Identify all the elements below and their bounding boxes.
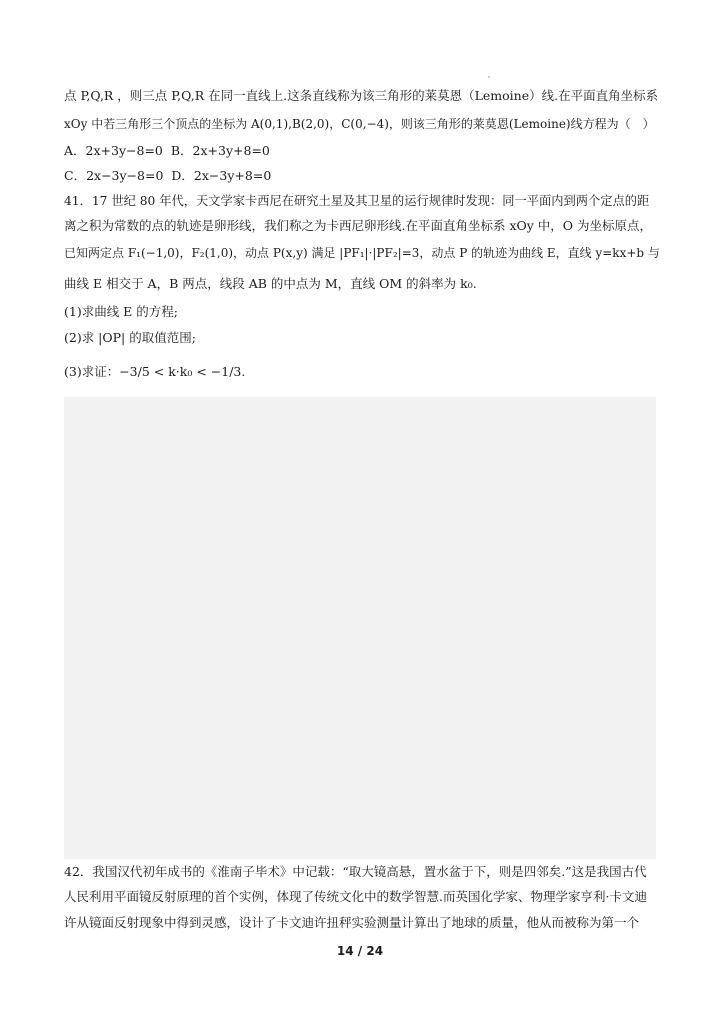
- q41-text-line-3: 已知两定点 F₁(−1,0)，F₂(1,0)，动点 P(x,y) 满足 |PF₁|·|PF₂|=3，动点 P 的轨迹为曲线 E，直线 y=kx+b 与: [64, 246, 660, 260]
- page-number: 14 / 24: [336, 944, 384, 958]
- q42-text-line-1: 42．我国汉代初年成书的《淮南子毕术》中记载：“取大镜高悬，置水盆于下，则是四邻矣.”这是我国古代: [64, 864, 647, 879]
- q40-options-row-1: [64, 141, 274, 161]
- q41-part-3: (3)求证：−3/5 < k·k₀ < −1/3.: [64, 364, 246, 379]
- q41-text-line-1: 41．17 世纪 80 年代，天文学家卡西尼在研究土星及其卫星的运行规律时发现：同一平面内到两个定点的距: [64, 194, 650, 208]
- q40-option-a[interactable]: A．2x+3y−8=0: [64, 143, 163, 158]
- q40-text-line-2: xOy 中若三角形三个顶点的坐标为 A(0,1),B(2,0)，C(0,−4)，则该三角形的莱莫恩(Lemoine)线方程为（ ）: [64, 117, 655, 131]
- q41-text-line-4: 曲线 E 相交于 A，B 两点，线段 AB 的中点为 M，直线 OM 的斜率为 k₀.: [64, 276, 477, 291]
- q40-option-c[interactable]: C．2x−3y−8=0: [64, 168, 164, 183]
- q40-text-line-1: 点 P,Q,R ，则三点 P,Q,R 在同一直线上.这条直线称为该三角形的莱莫恩（Lemoine）线.在平面直角坐标系: [64, 88, 659, 103]
- q41-text-line-2: 离之积为常数的点的轨迹是卵形线，我们称之为卡西尼卵形线.在平面直角坐标系 xOy 中，O 为坐标原点，: [64, 218, 653, 233]
- scan-dot: [488, 76, 490, 78]
- q40-options-row-2: [64, 166, 275, 186]
- answer-area[interactable]: [64, 397, 656, 859]
- q41-part-1: (1)求曲线 E 的方程;: [64, 304, 178, 319]
- q40-option-d[interactable]: D．2x−3y+8=0: [171, 168, 272, 183]
- q42-text-line-3: 许从镜面反射现象中得到灵感，设计了卡文迪许扭秤实验测量计算出了地球的质量，他从而被称为第一个: [64, 915, 640, 930]
- q42-text-line-2: 人民利用平面镜反射原理的首个实例，体现了传统文化中的数学智慧.而英国化学家、物理学家亨利·卡文迪: [64, 889, 647, 904]
- q41-part-2: (2)求 |OP| 的取值范围;: [64, 330, 196, 345]
- q40-option-b[interactable]: B．2x+3y+8=0: [170, 143, 270, 158]
